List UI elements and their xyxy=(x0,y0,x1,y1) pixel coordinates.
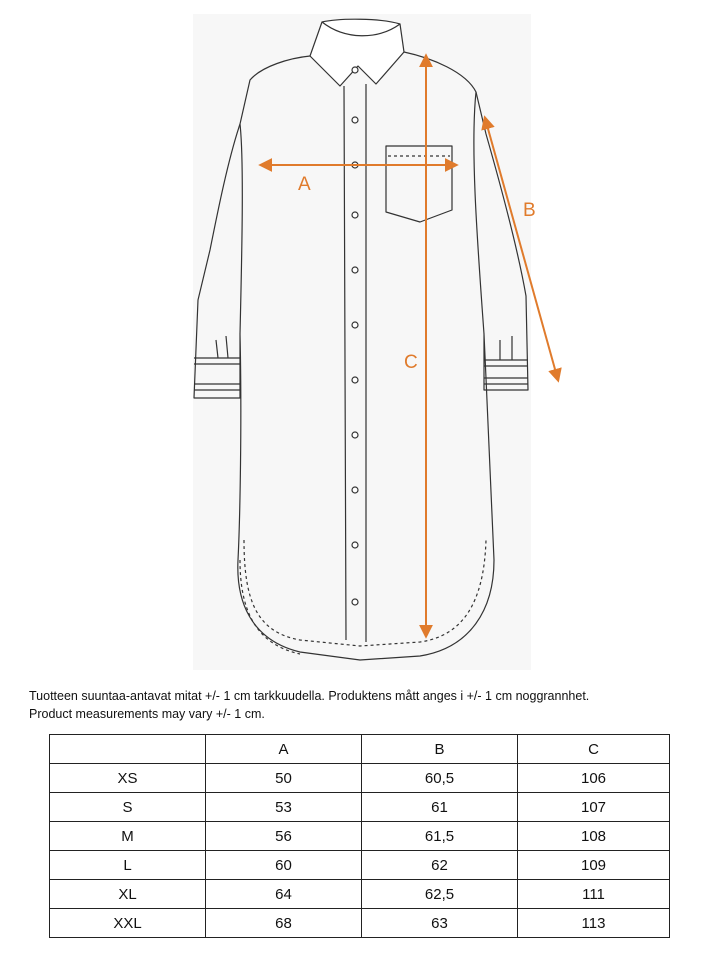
value-cell: 62 xyxy=(362,851,518,880)
button xyxy=(352,377,358,383)
button xyxy=(352,599,358,605)
right-cuff xyxy=(484,360,528,384)
value-cell: 109 xyxy=(518,851,670,880)
size-table xyxy=(49,734,670,938)
value-cell: 50 xyxy=(206,764,362,793)
button xyxy=(352,67,358,73)
size-cell: S xyxy=(50,793,206,822)
size-cell: XS xyxy=(50,764,206,793)
table-header-row xyxy=(50,735,670,764)
body-outline xyxy=(194,52,528,660)
right-sleeve-seam xyxy=(474,92,484,334)
value-cell: 60,5 xyxy=(362,764,518,793)
measurement-note-line-1: Tuotteen suuntaa-antavat mitat +/- 1 cm tarkkuudella. Produktens mått anges i +/- 1 cm noggrannhet. xyxy=(29,689,590,703)
value-cell: 53 xyxy=(206,793,362,822)
table-row xyxy=(50,793,670,822)
table-row xyxy=(50,909,670,938)
value-cell: 106 xyxy=(518,764,670,793)
button xyxy=(352,267,358,273)
garment-outline xyxy=(194,19,528,660)
value-cell: 107 xyxy=(518,793,670,822)
header-b: B xyxy=(362,735,518,764)
size-cell: XL xyxy=(50,880,206,909)
size-cell: L xyxy=(50,851,206,880)
buttons xyxy=(352,67,358,605)
value-cell: 60 xyxy=(206,851,362,880)
value-cell: 63 xyxy=(362,909,518,938)
left-hem-stitch xyxy=(240,560,300,654)
value-cell: 61,5 xyxy=(362,822,518,851)
chest-pocket xyxy=(386,146,452,222)
table-row xyxy=(50,822,670,851)
button xyxy=(352,432,358,438)
collar xyxy=(310,19,404,86)
value-cell: 62,5 xyxy=(362,880,518,909)
header-size xyxy=(50,735,206,764)
label-c: C xyxy=(404,352,418,373)
left-cuff xyxy=(194,358,240,390)
button xyxy=(352,542,358,548)
button xyxy=(352,487,358,493)
value-cell: 111 xyxy=(518,880,670,909)
table-row xyxy=(50,880,670,909)
size-cell: XXL xyxy=(50,909,206,938)
button xyxy=(352,212,358,218)
value-cell: 56 xyxy=(206,822,362,851)
left-sleeve-seam xyxy=(240,124,242,334)
label-a: A xyxy=(298,174,311,195)
value-cell: 61 xyxy=(362,793,518,822)
table-row xyxy=(50,764,670,793)
measurement-note-line-2: Product measurements may vary +/- 1 cm. xyxy=(29,707,265,721)
value-cell: 108 xyxy=(518,822,670,851)
header-c: C xyxy=(518,735,670,764)
header-a: A xyxy=(206,735,362,764)
value-cell: 64 xyxy=(206,880,362,909)
value-cell: 113 xyxy=(518,909,670,938)
measure-arrow-b xyxy=(485,118,558,380)
left-cuff-placket xyxy=(216,336,228,358)
button xyxy=(352,322,358,328)
button xyxy=(352,117,358,123)
label-b: B xyxy=(523,200,536,221)
hem-stitch xyxy=(244,540,486,646)
table-row xyxy=(50,851,670,880)
value-cell: 68 xyxy=(206,909,362,938)
size-cell: M xyxy=(50,822,206,851)
right-cuff-placket xyxy=(500,336,512,360)
